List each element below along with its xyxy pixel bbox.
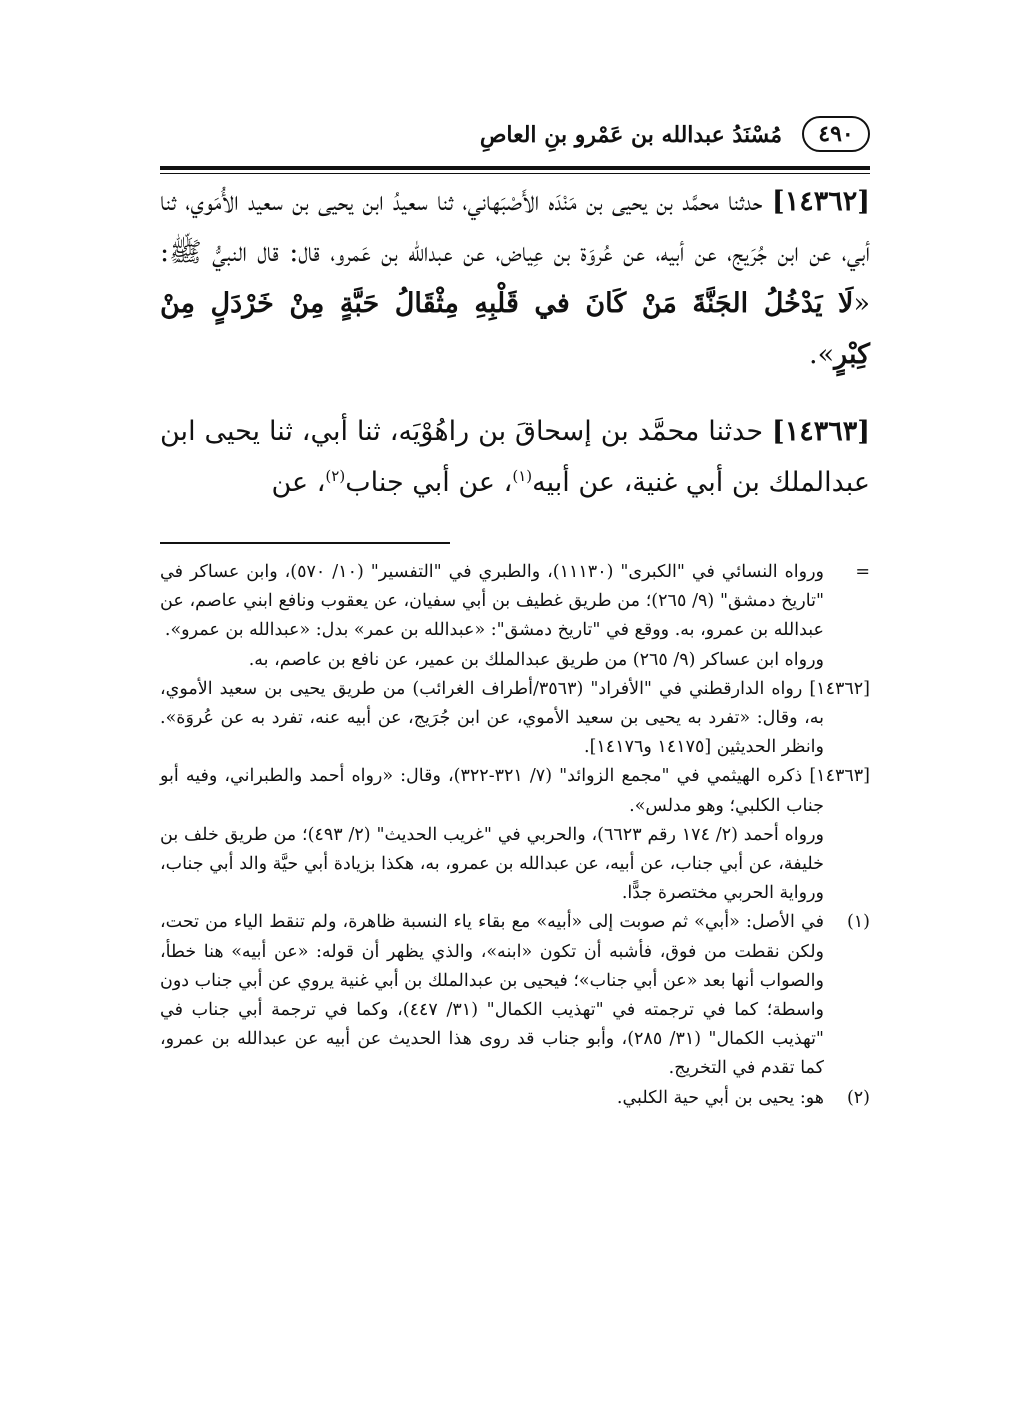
footnote-2: [160, 1084, 870, 1113]
hadith-text: حدثنا محمَّد بن إسحاقَ بن راهُوْيَه، ثنا أبي، ثنا يحيى ابن عبدالملك بن أبي غنية، عن أبيه: [160, 416, 870, 498]
hadith-text: ، عن: [271, 467, 326, 498]
footnote-text: في الأصل: «أبي» ثم صوبت إلى «أبيه» مع بقاء ياء النسبة ظاهرة، ولم تنقط الياء من تحت، ولكن نقطت من فوق، فأشبه أن تكون «ابنه»، والذي يظهر أن قوله: «عن أبيه» هنا خطأ، والصواب أنها بعد «عن أبي جناب»؛ فيحيى بن عبدالملك بن أبي غنية يروي عن أبي جناب دون واسطة؛ كما في ترجمته في "تهذيب الكمال" (٣١/ ٤٤٧)، وكما في ترجمة أبي جناب في "تهذيب الكمال" (٣١/ ٢٨٥)، وأبو جناب قد روى هذا الحديث عن أبيه عن عبدالله بن عمرو، كما تقدم في التخريج.: [160, 912, 825, 1079]
hadith-number: [١٤٣٦٢]: [771, 186, 870, 217]
footnote-ref-1[interactable]: (١): [512, 467, 533, 485]
footnotes: [160, 558, 870, 1113]
footnote-text: ورواه أحمد (٢/ ١٧٤ رقم ٦٦٢٣)، والحربي في "غريب الحديث" (٢/ ٤٩٣)؛ من طريق خلف بن خليفة، عن أبي جناب، عن أبيه، عن عبدالله بن عمرو، به، هكذا بزيادة أبي حيَّة والد أبي جناب، ورواية الحربي مختصرة جدًّا.: [160, 824, 825, 904]
footnote-mark: (١): [846, 912, 870, 933]
hadith-close: ».: [808, 339, 835, 370]
footnote-text: هو: يحيى بن أبي حية الكلبي.: [616, 1087, 824, 1108]
hadith-isnad: حدثنا محمَّد بن يحيى بن مَنْدَه الأَصْبَهاني، ثنا سعيدُ ابن يحيى بن سعيد الأُمَوي، ثنا أبي، عن ابن جُرَيج، عن أبيه، عن عُروَة بن عِياض، عن عبدالله بن عَمرو، قال: قال النبيُّ ﷺ: «: [160, 186, 870, 319]
header-rule-thin: [160, 173, 870, 174]
hadith-14362: [160, 176, 870, 380]
page-header: [160, 108, 870, 160]
footnote-text: ورواه النسائي في "الكبرى" (١١١٣٠)، والطبري في "التفسير" (١٠/ ٥٧٠)، وابن عساكر في "تاريخ دمشق" (٩/ ٢٦٥)؛ من طريق غطيف بن أبي سفيان، عن يعقوب ونافع ابني عاصم، عن عبدالله بن عمرو، به. ووقع في "تاريخ دمشق": «عبدالله بن عمر» بدل: «عبدالله بن عمرو».: [160, 562, 824, 641]
footnote-ref-2[interactable]: (٢): [325, 467, 346, 485]
footnote-1: [160, 908, 870, 1083]
footnote-separator: [160, 542, 450, 544]
header-rule-thick: [160, 166, 870, 170]
footnote-14362: [١٤٣٦٢] رواه الدارقطني في "الأفراد" (٣٥٦٣/أطراف الغرائب) من طريق يحيى بن سعيد الأموي، به، وقال: «تفرد به يحيى بن سعيد الأموي، عن ابن جُرَيج، عن أبيه عنه، تفرد به عن عُروَة». وانظر الحديثين [١٤١٧٥ و١٤١٧٦].: [160, 678, 870, 758]
running-title: مُسْنَدُ عبدالله بن عَمْرو بنِ العاصِ: [479, 122, 782, 148]
footnote-mark: (٢): [846, 1087, 870, 1108]
continuation-mark: =: [855, 562, 870, 582]
footnote-text: ورواه ابن عساكر (٩/ ٢٦٥) من طريق عبدالملك بن عمير، عن نافع بن عاصم، به.: [248, 649, 824, 670]
book-page: [160, 108, 870, 1113]
hadith-text: ، عن أبي جناب: [345, 467, 513, 498]
hadith-14363: [160, 406, 870, 508]
hadith-matn: لَا يَدْخُلُ الجَنَّةَ مَنْ كَانَ في قَلْبِهِ مِثْقَالُ حَبَّةٍ مِنْ خَرْدَلٍ مِنْ كِبْرٍ: [160, 288, 870, 370]
footnote-14363: [١٤٣٦٣] ذكره الهيثمي في "مجمع الزوائد" (٧/ ٣٢١-٣٢٢)، وقال: «رواه أحمد والطبراني، وفيه أبو جناب الكلبي؛ وهو مدلس».: [160, 766, 870, 816]
page-number: ٤٩٠: [802, 116, 870, 152]
footnote-continuation: [160, 558, 870, 646]
hadith-number: [١٤٣٦٣]: [771, 416, 870, 447]
